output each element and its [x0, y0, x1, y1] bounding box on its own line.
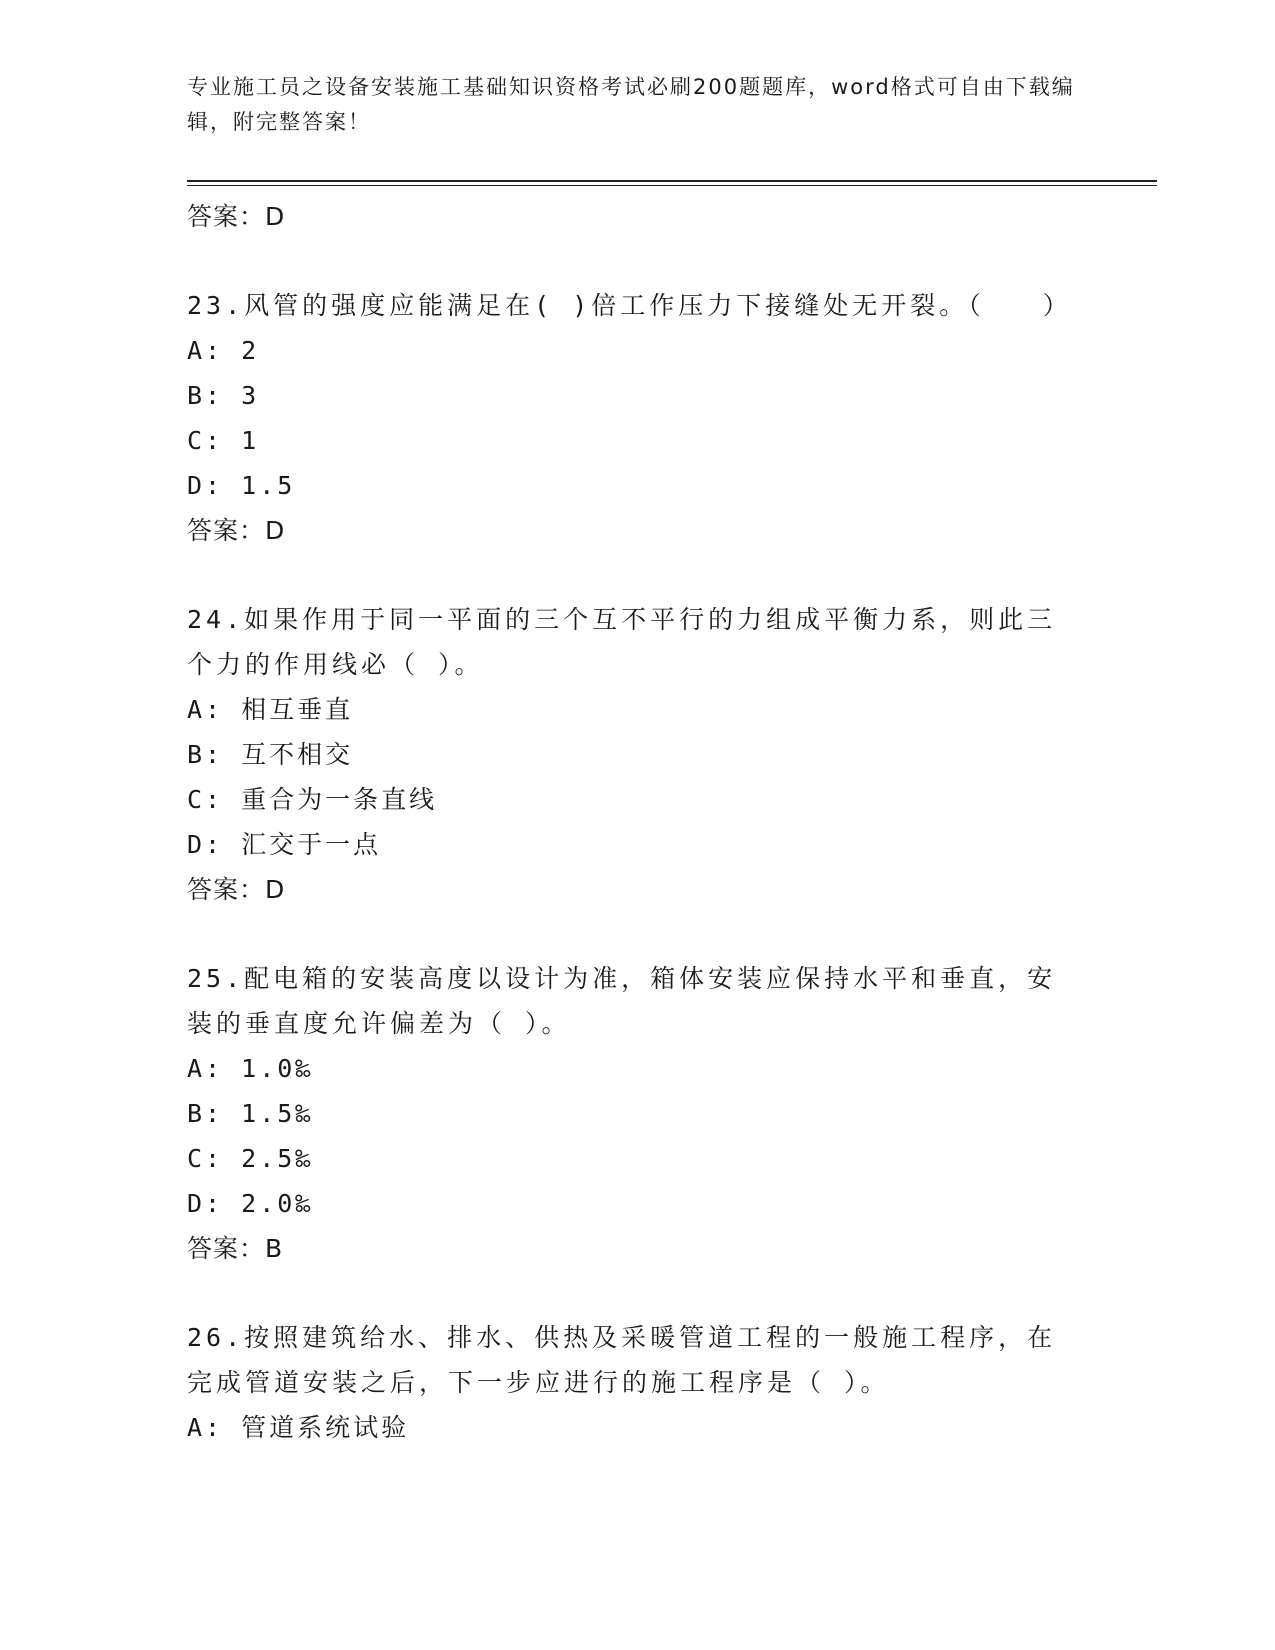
question-23	[187, 283, 1157, 553]
question-text: 23.风管的强度应能满足在( )倍工作压力下接缝处无开裂。（ ）	[187, 291, 1072, 320]
option-b: B: 3	[187, 381, 260, 410]
answer-line: 答案：D	[187, 516, 286, 545]
option-d: D: 2.0‰	[187, 1189, 314, 1218]
option-d: D: 1.5	[187, 471, 296, 500]
option-d: D: 汇交于一点	[187, 830, 382, 859]
question-text: 24.如果作用于同一平面的三个互不平行的力组成平衡力系，则此三个力的作用线必（ ）。	[187, 605, 1057, 679]
answer-line: 答案：D	[187, 875, 286, 904]
document-header: 专业施工员之设备安装施工基础知识资格考试必刷200题题库，word格式可自由下载编辑，附完整答案！	[187, 75, 1075, 134]
option-c: C: 重合为一条直线	[187, 785, 438, 814]
option-a: A: 管道系统试验	[187, 1413, 410, 1442]
question-26	[187, 1315, 1157, 1450]
option-a: A: 1.0‰	[187, 1054, 314, 1083]
option-a: A: 2	[187, 336, 260, 365]
document-page	[187, 70, 1157, 1450]
option-c: C: 1	[187, 426, 260, 455]
header-rule	[187, 180, 1157, 186]
option-b: B: 互不相交	[187, 740, 354, 769]
option-c: C: 2.5‰	[187, 1144, 314, 1173]
question-25	[187, 956, 1157, 1271]
question-text: 25.配电箱的安装高度以设计为准，箱体安装应保持水平和垂直，安装的垂直度允许偏差为（ ）。	[187, 964, 1057, 1038]
question-text: 26.按照建筑给水、排水、供热及采暖管道工程的一般施工程序，在完成管道安装之后，下一步应进行的施工程序是（ ）。	[187, 1323, 1057, 1397]
option-b: B: 1.5‰	[187, 1099, 314, 1128]
question-24	[187, 597, 1157, 912]
answer-line: 答案：B	[187, 1234, 284, 1263]
option-a: A: 相互垂直	[187, 695, 354, 724]
answer-line: 答案：D	[187, 202, 286, 231]
